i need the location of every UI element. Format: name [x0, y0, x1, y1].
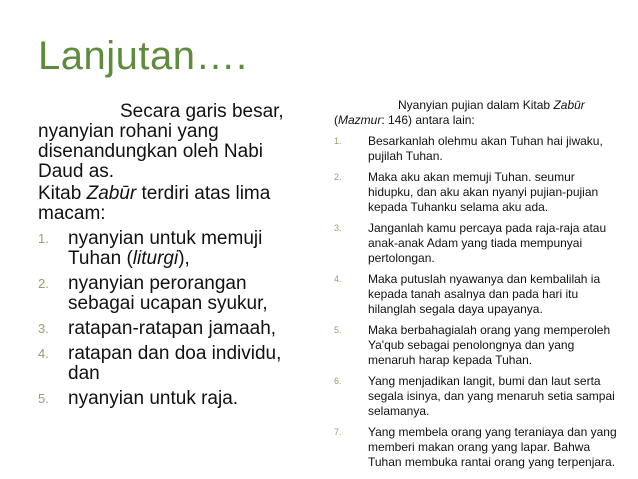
right-list-number: 2. — [334, 172, 342, 182]
intro-kitab-line — [38, 184, 308, 224]
right-list-text: Yang menjadikan langit, bumi dan laut serta segala isinya, dan yang menaruh setia sampai selamanya. — [368, 374, 615, 418]
left-list-text-em: liturgi — [132, 248, 179, 269]
left-list-item — [38, 389, 308, 409]
right-list-item — [334, 425, 618, 470]
right-column — [334, 98, 618, 476]
right-list-number: 4. — [334, 274, 342, 284]
right-list-item — [334, 170, 618, 215]
slide-title: Lanjutan…. — [38, 34, 248, 78]
left-list-text-post: ), — [178, 248, 190, 269]
right-list-item — [334, 374, 618, 419]
right-list-number: 7. — [334, 427, 342, 437]
left-list-item — [38, 319, 308, 339]
left-list-number: 2. — [38, 276, 49, 291]
left-list-number: 4. — [38, 346, 49, 361]
right-list-text: Besarkanlah olehmu akan Tuhan hai jiwaku, pujilah Tuhan. — [368, 134, 603, 163]
left-list-item — [38, 344, 308, 384]
left-list-item — [38, 274, 308, 314]
right-list-text: Maka putuslah nyawanya dan kembalilah ia kepada tanah asalnya dan pada hari itu hilanglah segala daya upayanya. — [368, 272, 601, 316]
left-list-text: ratapan-ratapan jamaah, — [68, 318, 277, 339]
right-list-item — [334, 221, 618, 266]
intro-kitab-post: terdiri atas lima macam: — [38, 183, 271, 224]
intro-kitab-name: Zabūr — [86, 183, 137, 204]
right-list-number: 6. — [334, 376, 342, 386]
right-heading-ref: : 146) antara lain: — [381, 113, 475, 127]
intro-paragraph: Secara garis besar, nyanyian rohani yang disenandungkan oleh Nabi Daud as. — [38, 101, 284, 182]
right-list-text: Janganlah kamu percaya pada raja-raja atau anak-anak Adam yang tiada mempunyai pertolongan. — [368, 221, 607, 265]
intro-kitab-pre: Kitab — [38, 183, 87, 204]
left-list-text — [68, 229, 308, 269]
left-list-number: 3. — [38, 321, 49, 336]
right-heading-zabur: Zabūr — [553, 98, 585, 112]
left-list-text: nyanyian untuk raja. — [68, 388, 239, 409]
right-list-item — [334, 272, 618, 317]
left-column — [38, 102, 308, 409]
right-list-text: Maka berbahagialah orang yang memperoleh Ya'qub sebagai penolongnya dan yang menaruh harap kepada Tuhan. — [368, 323, 611, 367]
right-list-text: Yang membela orang yang teraniaya dan yang memberi makan orang yang lapar. Bahwa Tuhan membuka rantai orang yang terpenjara. — [368, 425, 617, 469]
right-list-item — [334, 323, 618, 368]
left-list-number: 1. — [38, 231, 49, 246]
left-list-item — [38, 229, 308, 269]
left-list-text: nyanyian perorangan sebagai ucapan syukur, — [68, 273, 268, 314]
right-heading-paren: ( — [334, 113, 338, 127]
right-heading-text: Nyanyian pujian dalam Kitab — [398, 98, 554, 112]
right-list-item — [334, 134, 618, 164]
right-list-number: 1. — [334, 136, 342, 146]
left-list-number: 5. — [38, 391, 49, 406]
right-list-number: 3. — [334, 223, 342, 233]
left-list-text: ratapan dan doa individu, dan — [68, 343, 282, 384]
right-heading-line1 — [334, 98, 618, 113]
left-list-text-pre: nyanyian untuk memuji Tuhan ( — [68, 228, 263, 269]
right-list-text: Maka aku akan memuji Tuhan. seumur hidupku, dan aku akan nyanyi pujian-pujian kepada Tuhanku selama aku ada. — [368, 170, 599, 214]
right-heading — [334, 98, 618, 128]
right-heading-mazmur: Mazmur — [338, 113, 382, 127]
right-list-number: 5. — [334, 325, 342, 335]
